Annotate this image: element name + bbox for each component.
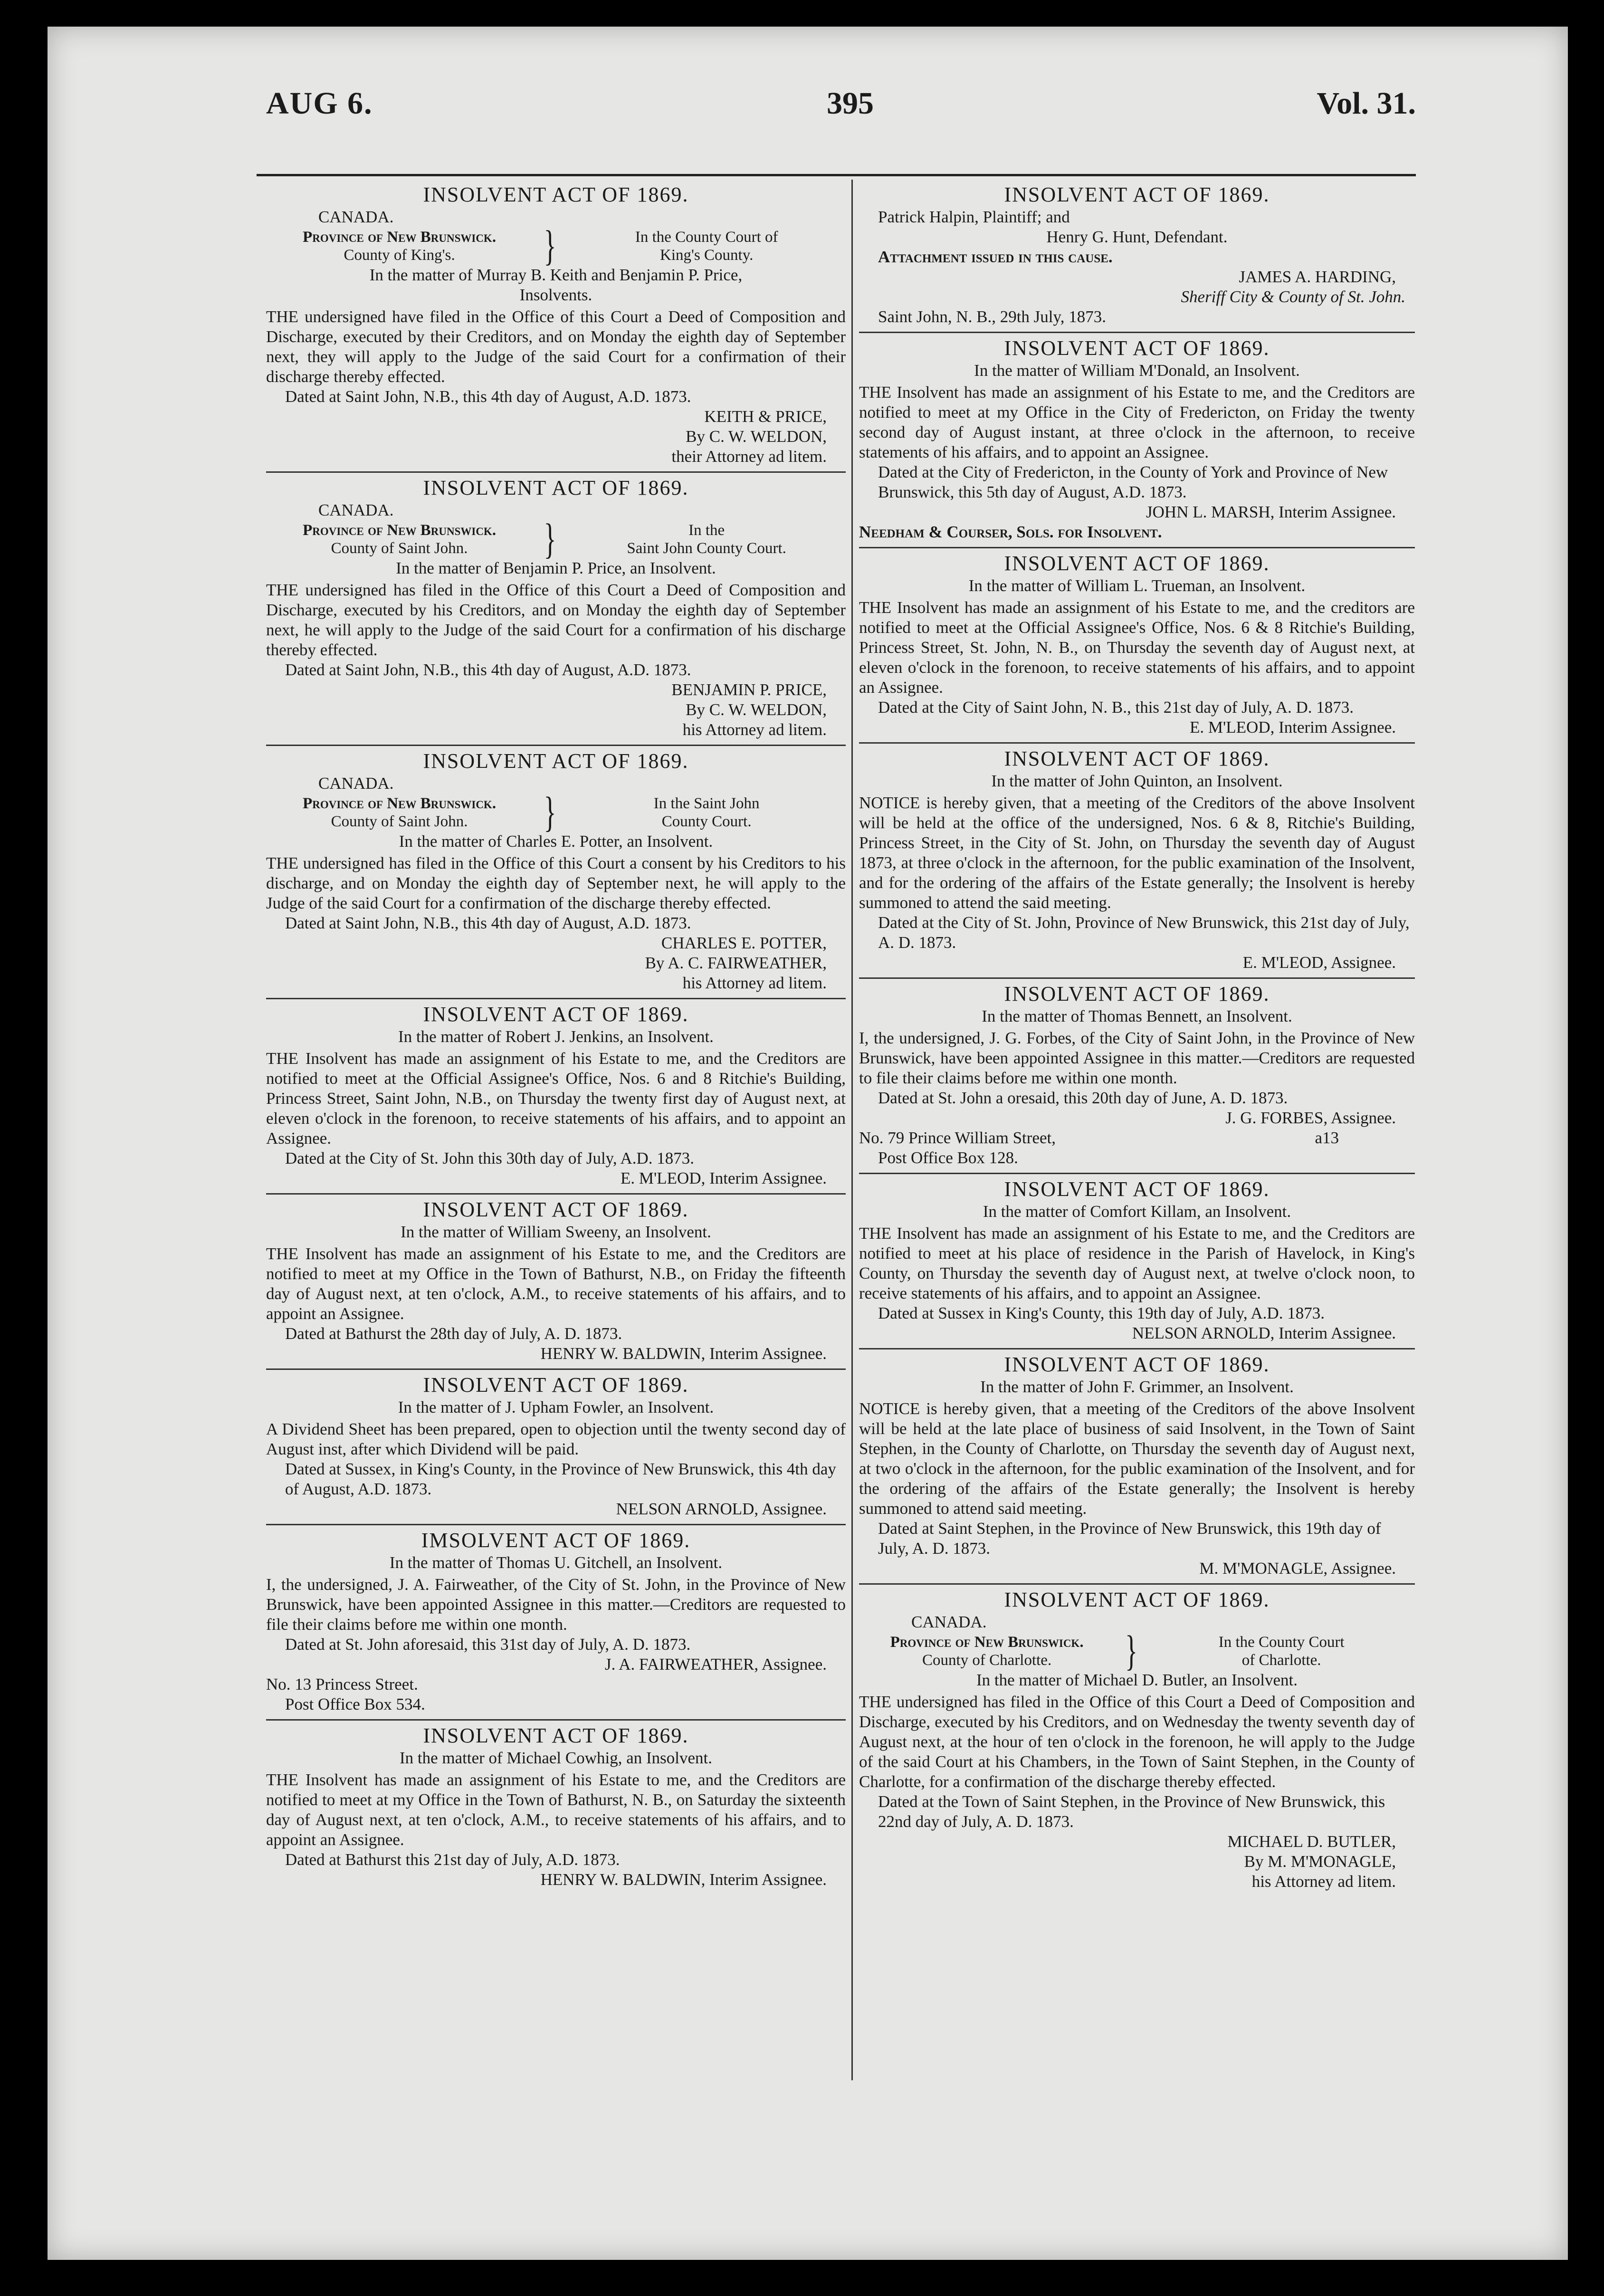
notice-body: I, the undersigned, J. G. Forbes, of the City of Saint John, in the Province of New Brunswick, have been appointed Assignee in this matter.—Creditors are requested to file their claims before me within one month. [859,1029,1415,1087]
notice-body: I, the undersigned, J. A. Fairweather, of the City of St. John, in the Province of New Brunswick, have been appointed Assignee in this matter.—Creditors are requested to file their claims before me within one month. [266,1575,846,1634]
court-block [266,516,846,563]
signature-2: By C. W. WELDON, [686,427,827,446]
signature-3: his Attorney ad litem. [682,720,827,739]
notice-body: NOTICE is hereby given, that a meeting of the Creditors of the above Insolvent will be held at the office of the undersigned, Nos. 6 & 8, Ritchie's Building, Princess Street, in the City of St. John, on Thursday the seventh day of August 1873, at three o'clock in the afternoon, for the public examination of the Insolvent, and for the ordering of the affairs of the Estate generally; the Insolvent is hereby summoned to attend the said meeting. [859,794,1415,912]
signature: M. M'MONAGLE, Assignee. [1199,1559,1396,1578]
address-line-1: No. 79 Prince William Street, [859,1129,1056,1147]
signature: JOHN L. MARSH, Interim Assignee. [1146,503,1396,521]
notice-halpin-hunt [859,180,1415,333]
signature-1: MICHAEL D. BUTLER, [1227,1832,1396,1851]
signature-1: JAMES A. HARDING, [1239,268,1396,286]
notice-body: THE undersigned has filed in the Office of this Court a consent by his Creditors to his discharge, and on Monday the eighth day of September next, he will apply to the Judge of the said Court for a confirmation of the discharge thereby effected. [266,854,846,912]
dated-line: Dated at Saint Stephen, in the Province of New Brunswick, this 19th day of July, A. D. 1873. [878,1519,1381,1558]
court-block [266,789,846,836]
notice-title: INSOLVENT ACT OF 1869. [1004,1353,1270,1376]
notice-title: INSOLVENT ACT OF 1869. [1004,336,1270,360]
dated-line: Dated at Saint John, N.B., this 4th day of August, A.D. 1873. [285,660,691,679]
right-column [859,180,1415,1896]
dated-line: Dated at the City of St. John this 30th day of July, A.D. 1873. [285,1149,695,1167]
matter-line: In the matter of Benjamin P. Price, an Insolvent. [396,559,716,577]
notice-title: INSOLVENT ACT OF 1869. [1004,1588,1270,1611]
dated-line: Dated at Saint John, N.B., this 4th day of August, A.D. 1873. [285,914,691,932]
dated-line: Dated at Sussex in King's County, this 19th day of July, A.D. 1873. [878,1304,1325,1322]
signature-1: KEITH & PRICE, [704,407,827,426]
jurisdiction [859,1633,1115,1669]
court-line-2: of Charlotte. [1241,1652,1321,1669]
notice-title: IMSOLVENT ACT OF 1869. [421,1529,691,1552]
matter-line: In the matter of Thomas Bennett, an Insolvent. [982,1007,1292,1025]
matter-line: In the matter of William M'Donald, an Insolvent. [974,361,1300,380]
province-label: Province of New Brunswick. [303,229,496,246]
dated-line: Dated at Bathurst this 21st day of July, A.D. 1873. [285,1850,620,1869]
signature-2: By C. W. WELDON, [686,700,827,719]
column-divider [851,180,853,2080]
county-label: County of Saint John. [331,813,468,830]
signature: E. M'LEOD, Assignee. [1242,953,1396,972]
address-line-1: No. 13 Princess Street. [266,1675,418,1693]
dated-line: Saint John, N. B., 29th July, 1873. [878,307,1106,326]
volume-number: Vol. 31. [1317,86,1416,121]
dated-line: Dated at Bathurst the 28th day of July, A. D. 1873. [285,1324,622,1343]
dated-line: Dated at Sussex, in King's County, in the Province of New Brunswick, this 4th day of August, A.D. 1873. [285,1460,836,1498]
notice-body: THE Insolvent has made an assignment of his Estate to me, and the Creditors are notified to meet at the Official Assignee's Office, Nos. 6 and 8 Ritchie's Building, Princess Street, Saint John, N.B., on Thursday the twenty first day of August next, at eleven o'clock in the forenoon, to receive statements of his affairs, and to appoint an Assignee. [266,1049,846,1148]
jurisdiction [266,521,533,557]
court-name [567,794,846,831]
notice-title: INSOLVENT ACT OF 1869. [423,1724,689,1747]
signature-1: BENJAMIN P. PRICE, [671,680,827,699]
notice-body: THE undersigned has filed in the Office of this Court a Deed of Composition and Discharge, executed by his Creditors, and on Monday the eighth day of September next, he will apply to the Judge of the said Court for a confirmation of his discharge thereby effected. [266,581,846,659]
signature-2: By M. M'MONAGLE, [1244,1852,1396,1871]
dated-line: Dated at the City of Fredericton, in the County of York and Province of New Brunswick, this 5th day of August, A.D. 1873. [878,463,1388,501]
matter-line: In the matter of John Quinton, an Insolvent. [991,772,1283,790]
matter-line: In the matter of Michael Cowhig, an Insolvent. [399,1749,713,1767]
notice-body: THE undersigned has filed in the Office of this Court a Deed of Composition and Discharge, executed by his Creditors, and on Wednesday the twenty seventh day of August next, at the hour of ten o'clock in the forenoon, he will apply to the Judge of the said Court at his Chambers, in the Town of Saint Stephen, in the County of Charlotte, for a confirmation of the discharge thereby effected. [859,1693,1415,1791]
matter-line: In the matter of William Sweeny, an Insolvent. [401,1223,711,1241]
notice-body: THE Insolvent has made an assignment of his Estate to me, and the creditors are notified to meet at the Official Assignee's Office, Nos. 6 & 8 Ritchie's Building, Princess Street, St. John, N. B., on Thursday the seventh day of August next, at eleven o'clock in the forenoon, to receive statements of his affairs, and to appoint an Assignee. [859,598,1415,697]
notice-gitchell [266,1525,846,1721]
notice-title: INSOLVENT ACT OF 1869. [423,183,689,206]
court-name [567,521,846,557]
county-label: County of Charlotte. [922,1652,1052,1669]
notice-body: A Dividend Sheet has been prepared, open to objection until the twenty second day of August inst, after which Dividend will be paid. [266,1420,846,1458]
defendant-line: Henry G. Hunt, Defendant. [1046,228,1228,246]
solicitors-line: Needham & Courser, Sols. for Insolvent. [859,523,1162,541]
notice-body: NOTICE is hereby given, that a meeting of the Creditors of the above Insolvent will be held at the late place of business of said Insolvent, in the Town of Saint Stephen, in the County of Charlotte, on Thursday the seventh day of August next, at two o'clock in the afternoon, for the public examination of the Insolvent, and for the ordering of the affairs of the Estate generally; the Insolvent is hereby summoned to attend said meeting. [859,1399,1415,1518]
court-line-1: In the [688,522,725,539]
notice-title: INSOLVENT ACT OF 1869. [1004,747,1270,770]
matter-line: In the matter of Robert J. Jenkins, an Insolvent. [398,1027,714,1046]
notice-title: INSOLVENT ACT OF 1869. [1004,183,1270,206]
court-line-2: County Court. [661,813,752,830]
notice-title: INSOLVENT ACT OF 1869. [423,1373,689,1397]
notice-keith-price [266,180,846,473]
canada-label: CANADA. [318,208,394,226]
matter-line: In the matter of William L. Trueman, an Insolvent. [968,576,1306,595]
matter-line: In the matter of Comfort Killam, an Insolvent. [983,1202,1291,1221]
notice-body: THE undersigned have filed in the Office of this Court a Deed of Composition and Discharge, executed by their Creditors, and on Monday the eighth day of September next, they will apply to the Judge of the said Court for a confirmation of their discharge thereby effected. [266,307,846,386]
page-number: 395 [827,86,874,121]
plaintiff-line: Patrick Halpin, Plaintiff; and [878,208,1070,226]
matter-line: In the matter of Charles E. Potter, an Insolvent. [399,832,713,851]
notice-body: THE Insolvent has made an assignment of his Estate to me, and the Creditors are notified to meet at his place of residence in the Parish of Havelock, in King's County, on Thursday the seventh day of August next, at twelve o'clock noon, to receive statements of his affairs, and to appoint an Assignee. [859,1224,1415,1302]
notice-title: INSOLVENT ACT OF 1869. [1004,1177,1270,1201]
court-block [859,1627,1415,1674]
address-line-2: Post Office Box 128. [878,1148,1018,1167]
signature: HENRY W. BALDWIN, Interim Assignee. [540,1870,827,1889]
signature: NELSON ARNOLD, Interim Assignee. [1132,1324,1396,1342]
notice-title: INSOLVENT ACT OF 1869. [423,476,689,499]
signature: E. M'LEOD, Interim Assignee. [1189,718,1396,737]
notice-grimmer [859,1349,1415,1585]
court-line-2: King's County. [660,247,754,264]
left-column [266,180,846,1894]
court-name [567,228,846,264]
page-header [266,86,1416,152]
signature-1: CHARLES E. POTTER, [661,934,827,952]
brace-icon: } [544,789,556,836]
notice-jenkins [266,999,846,1195]
signature: J. G. FORBES, Assignee. [1225,1109,1396,1127]
signature-2: By A. C. FAIRWEATHER, [645,954,827,972]
matter-line: In the matter of J. Upham Fowler, an Insolvent. [398,1398,714,1416]
dated-line: Dated at the Town of Saint Stephen, in the Province of New Brunswick, this 22nd day of July, A. D. 1873. [878,1792,1385,1831]
court-line-1: In the County Court of [635,229,778,246]
notice-title: INSOLVENT ACT OF 1869. [423,749,689,773]
court-name [1148,1633,1415,1669]
county-label: County of Saint John. [331,540,468,557]
brace-icon: } [1125,1627,1138,1674]
court-line-1: In the County Court [1218,1634,1345,1651]
notice-code: a13 [1315,1129,1339,1147]
signature: HENRY W. BALDWIN, Interim Assignee. [540,1344,827,1363]
brace-icon: } [544,222,556,269]
matter-line: In the matter of John F. Grimmer, an Insolvent. [980,1378,1294,1396]
canada-label: CANADA. [318,501,394,519]
signature-3: his Attorney ad litem. [1251,1872,1396,1891]
header-rule [257,174,1416,176]
notice-fowler [266,1370,846,1525]
dated-line: Dated at the City of Saint John, N. B., this 21st day of July, A. D. 1873. [878,698,1354,717]
notice-bennett [859,979,1415,1174]
attachment-line: Attachment issued in this cause. [878,248,1113,266]
notice-title: INSOLVENT ACT OF 1869. [423,1003,689,1026]
signature-3: his Attorney ad litem. [682,974,827,992]
notice-title: INSOLVENT ACT OF 1869. [1004,552,1270,575]
matter-line: In the matter of Murray B. Keith and Benjamin P. Price, [369,266,743,284]
dated-line: Dated at Saint John, N.B., this 4th day of August, A.D. 1873. [285,387,691,406]
province-label: Province of New Brunswick. [303,795,496,812]
issue-date: AUG 6. [266,86,373,121]
notice-title: INSOLVENT ACT OF 1869. [423,1198,689,1221]
address-line-2: Post Office Box 534. [285,1695,425,1713]
dated-line: Dated at St. John a oresaid, this 20th day of June, A. D. 1873. [878,1089,1288,1107]
notice-body: THE Insolvent has made an assignment of his Estate to me, and the Creditors are notified to meet at my Office in the City of Fredericton, on Friday the twenty second day of August instant, at three o'clock in the afternoon, to receive statements of his affairs, and to appoint an Assignee. [859,383,1415,461]
signature-3: their Attorney ad litem. [671,447,827,466]
notice-butler [859,1585,1415,1896]
notice-mcdonald [859,333,1415,548]
notice-benjamin-price [266,473,846,746]
notice-body: THE Insolvent has made an assignment of his Estate to me, and the Creditors are notified to meet at my Office in the Town of Bathurst, N. B., on Saturday the sixteenth day of August next, at ten o'clock, A.M., to receive statements of his affairs, and to appoint an Assignee. [266,1770,846,1849]
notice-sweeny [266,1195,846,1370]
signature: E. M'LEOD, Interim Assignee. [620,1169,827,1187]
notice-killam [859,1174,1415,1349]
court-line-2: Saint John County Court. [627,540,786,557]
matter-line: In the matter of Michael D. Butler, an Insolvent. [976,1671,1298,1689]
court-line-1: In the Saint John [653,795,760,812]
jurisdiction [266,228,533,264]
county-label: County of King's. [344,247,455,264]
matter-line-2: Insolvents. [519,286,592,304]
notice-potter [266,746,846,999]
notice-title: INSOLVENT ACT OF 1869. [1004,982,1270,1005]
canada-label: CANADA. [911,1613,987,1631]
province-label: Province of New Brunswick. [303,522,496,539]
notice-quinton [859,744,1415,979]
signature: NELSON ARNOLD, Assignee. [616,1500,827,1518]
matter-line: In the matter of Thomas U. Gitchell, an Insolvent. [389,1553,723,1572]
address-row [859,1128,1415,1148]
signature-2: Sheriff City & County of St. John. [1181,287,1405,306]
notice-body: THE Insolvent has made an assignment of his Estate to me, and the Creditors are notified to meet at my Office in the Town of Bathurst, N.B., on Friday the fifteenth day of August next, at ten o'clock, A.M., to receive statements of his affairs, and to appoint an Assignee. [266,1244,846,1323]
brace-icon: } [544,516,556,563]
signature: J. A. FAIRWEATHER, Assignee. [605,1655,827,1674]
court-block [266,222,846,269]
dated-line: Dated at the City of St. John, Province of New Brunswick, this 21st day of July, A. D. 1873. [878,913,1410,952]
notice-cowhig [266,1721,846,1894]
province-label: Province of New Brunswick. [890,1634,1084,1651]
jurisdiction [266,794,533,831]
canada-label: CANADA. [318,774,394,793]
notice-trueman [859,548,1415,744]
dated-line: Dated at St. John aforesaid, this 31st day of July, A. D. 1873. [285,1635,691,1654]
